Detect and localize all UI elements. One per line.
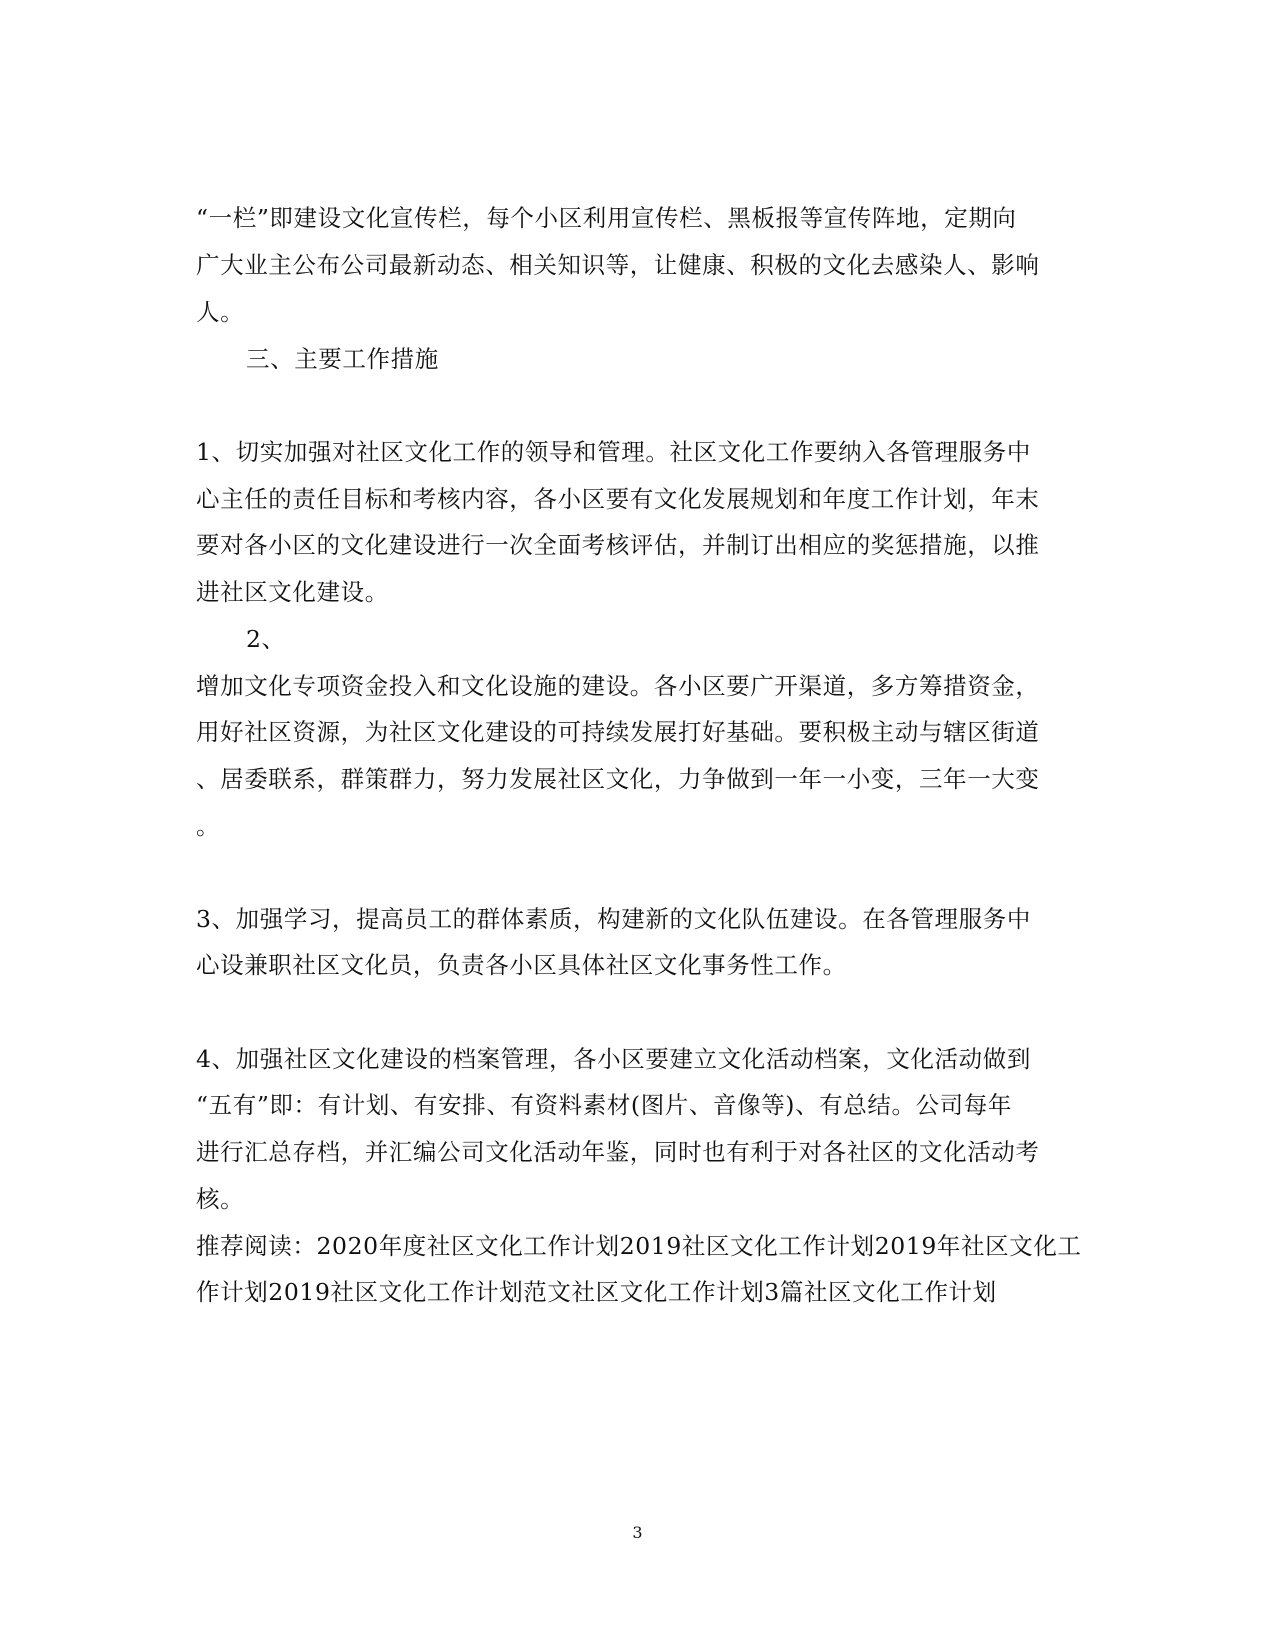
recommended-reading-line-1: 推荐阅读：2020年度社区文化工作计划2019社区文化工作计划2019年社区文化工 [196,1232,1082,1260]
text-line-9: 2、 [246,625,286,653]
page-number: 3 [632,1523,643,1542]
text-line-15: 心设兼职社区文化员，负责各小区具体社区文化事务性工作。 [196,951,847,979]
text-line-16: 4、加强社区文化建设的档案管理，各小区要建立文化活动档案，文化活动做到 [196,1045,1031,1073]
text-line-11: 用好社区资源，为社区文化建设的可持续发展打好基础。要积极主动与辖区街道 [196,718,1040,746]
text-line-14: 3、加强学习，提高员工的群体素质，构建新的文化队伍建设。在各管理服务中 [196,905,1031,933]
text-line-6: 心主任的责任目标和考核内容，各小区要有文化发展规划和年度工作计划，年末 [196,485,1040,513]
section-heading: 三、主要工作措施 [246,345,439,373]
text-line-19: 核。 [196,1185,245,1213]
text-line-13: 。 [196,812,221,840]
recommended-reading-line-2: 作计划2019社区文化工作计划范文社区文化工作计划3篇社区文化工作计划 [196,1278,997,1306]
text-line-7: 要对各小区的文化建设进行一次全面考核评估，并制订出相应的奖惩措施，以推 [196,531,1040,559]
text-line-17: “五有”即：有计划、有安排、有资料素材(图片、音像等)、有总结。公司每年 [196,1091,1012,1119]
text-line-3: 人。 [196,298,245,326]
text-line-10: 增加文化专项资金投入和文化设施的建设。各小区要广开渠道，多方筹措资金， [196,672,1040,700]
text-line-2: 广大业主公布公司最新动态、相关知识等，让健康、积极的文化去感染人、影响 [196,251,1040,279]
text-line-8: 进社区文化建设。 [196,578,389,606]
text-line-5: 1、切实加强对社区文化工作的领导和管理。社区文化工作要纳入各管理服务中 [196,438,1031,466]
text-line-1: “一栏”即建设文化宣传栏，每个小区利用宣传栏、黑板报等宣传阵地，定期向 [196,204,1017,232]
text-line-12: 、居委联系，群策群力，努力发展社区文化，力争做到一年一小变，三年一大变 [196,765,1040,793]
text-line-18: 进行汇总存档，并汇编公司文化活动年鉴，同时也有利于对各社区的文化活动考 [196,1138,1040,1166]
